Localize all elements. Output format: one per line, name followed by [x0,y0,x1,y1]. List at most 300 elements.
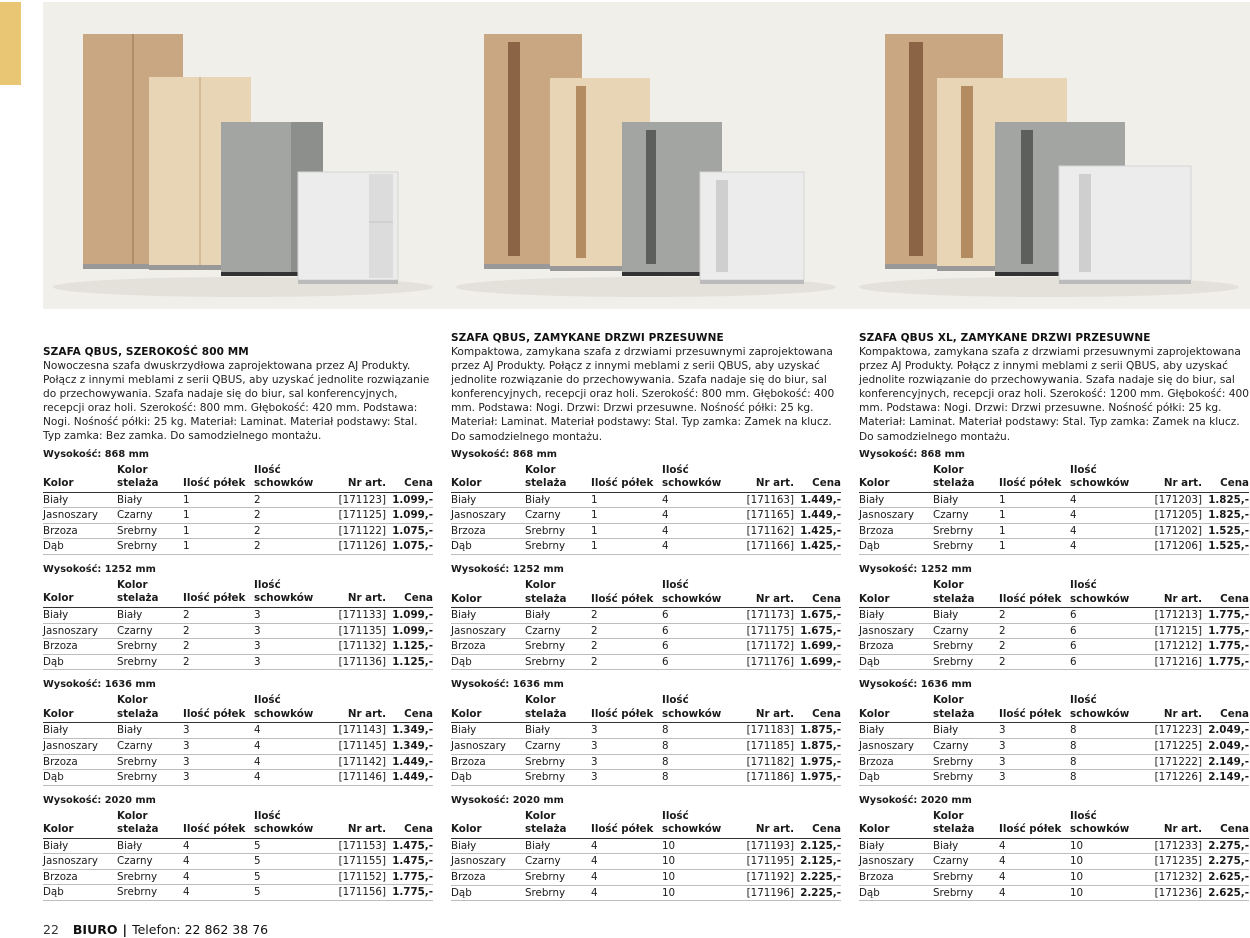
cell-kolor-stelaza: Czarny [525,623,591,639]
cell-nr-art: [171125] [328,508,386,524]
product-title: SZAFA QBUS XL, ZAMYKANE DRZWI PRZESUWNE [859,332,1151,344]
height-variant-block [451,678,843,785]
cell-nr-art: [171152] [328,869,386,885]
cell-ilosc-schowkow: 4 [662,539,736,555]
cell-ilosc-polek: 1 [999,539,1070,555]
cell-nr-art: [171136] [328,654,386,670]
cell-nr-art: [171222] [1144,754,1202,770]
col-header-cena: Cena [794,464,841,493]
cell-ilosc-schowkow: 10 [662,854,736,870]
table-row [859,639,1249,655]
cell-kolor-stelaza: Srebrny [933,639,999,655]
cell-nr-art: [171146] [328,770,386,786]
col-header-nr-art: Nr art. [736,694,794,723]
height-variant-block [43,678,435,785]
cell-nr-art: [171215] [1144,623,1202,639]
cell-nr-art: [171165] [736,508,794,524]
cell-nr-art: [171233] [1144,838,1202,854]
cell-ilosc-polek: 2 [999,608,1070,624]
page-footer [43,922,268,938]
table-row [859,869,1249,885]
cell-kolor-stelaza: Czarny [525,508,591,524]
height-variant-block [451,794,843,901]
cell-ilosc-schowkow: 6 [662,623,736,639]
cell-cena: 1.425,- [794,523,841,539]
table-row [451,608,841,624]
cell-kolor-stelaza: Srebrny [117,770,183,786]
cell-ilosc-polek: 4 [183,854,254,870]
cell-nr-art: [171195] [736,854,794,870]
col-header-cena: Cena [794,694,841,723]
cell-ilosc-schowkow: 8 [1070,754,1144,770]
cell-cena: 1.099,- [386,607,433,623]
cell-kolor: Brzoza [43,869,117,885]
cell-kolor: Brzoza [859,869,933,885]
cell-nr-art: [171176] [736,654,794,670]
col-header-ilosc-schowkow: Ilość schowków [254,579,328,608]
cell-ilosc-schowkow: 5 [254,854,328,870]
cell-nr-art: [171153] [328,838,386,854]
col-header-ilosc-polek: Ilość półek [183,810,254,839]
col-header-ilosc-polek: Ilość półek [183,464,254,493]
cell-ilosc-schowkow: 6 [1070,654,1144,670]
cell-kolor: Brzoza [451,869,525,885]
height-label: Wysokość: 868 mm [859,448,965,460]
cell-ilosc-schowkow: 3 [254,654,328,670]
cell-cena: 1.775,- [386,885,433,901]
cell-ilosc-polek: 1 [999,492,1070,508]
cell-nr-art: [171183] [736,723,794,739]
table-row [859,492,1249,508]
cell-cena: 1.525,- [1202,523,1249,539]
cell-nr-art: [171133] [328,607,386,623]
cell-cena: 1.349,- [386,723,433,739]
height-variant-block [859,448,1250,555]
height-variant-block [451,448,843,555]
spec-table [859,694,1249,785]
cell-ilosc-schowkow: 4 [1070,539,1144,555]
cell-kolor: Biały [43,838,117,854]
cell-ilosc-schowkow: 5 [254,869,328,885]
phone-number: Telefon: 22 862 38 76 [132,922,269,937]
cell-kolor: Jasnoszary [43,738,117,754]
product-column-qbus-800 [43,345,435,909]
cell-nr-art: [171193] [736,838,794,854]
cell-ilosc-schowkow: 4 [254,723,328,739]
cell-ilosc-polek: 4 [183,838,254,854]
col-header-kolor-stelaza: Kolor stelaża [117,464,183,493]
height-variant-block [43,563,435,670]
cell-kolor-stelaza: Czarny [117,623,183,639]
cell-kolor-stelaza: Czarny [117,854,183,870]
page-number: 22 [43,922,59,937]
cell-kolor: Dąb [43,654,117,670]
table-row [451,854,841,870]
spec-table [43,464,433,555]
cell-cena: 2.225,- [794,869,841,885]
cell-kolor-stelaza: Srebrny [933,754,999,770]
cell-kolor-stelaza: Srebrny [117,869,183,885]
cell-ilosc-schowkow: 8 [662,770,736,786]
col-header-kolor-stelaza: Kolor stelaża [117,694,183,723]
cell-cena: 1.775,- [1202,623,1249,639]
cell-kolor-stelaza: Czarny [117,738,183,754]
cell-cena: 2.125,- [794,854,841,870]
cell-nr-art: [171122] [328,523,386,539]
cell-ilosc-schowkow: 8 [662,723,736,739]
col-header-nr-art: Nr art. [1144,464,1202,493]
col-header-kolor-stelaza: Kolor stelaża [933,694,999,723]
height-label: Wysokość: 1252 mm [43,563,156,575]
cell-kolor-stelaza: Biały [933,608,999,624]
cell-ilosc-schowkow: 6 [662,639,736,655]
cell-kolor: Dąb [43,770,117,786]
table-row [43,854,433,870]
cell-ilosc-schowkow: 2 [254,523,328,539]
cell-ilosc-polek: 2 [591,654,662,670]
cell-kolor-stelaza: Srebrny [933,869,999,885]
cell-ilosc-schowkow: 4 [1070,508,1144,524]
cell-kolor: Jasnoszary [451,508,525,524]
cell-ilosc-schowkow: 5 [254,885,328,901]
cell-kolor: Jasnoszary [859,508,933,524]
cell-ilosc-schowkow: 8 [1070,739,1144,755]
cell-kolor-stelaza: Czarny [933,854,999,870]
table-row [859,508,1249,524]
product-column-qbus-xl-sliding [859,331,1250,909]
table-row [859,654,1249,670]
cell-cena: 2.275,- [1202,838,1249,854]
cell-kolor: Biały [43,723,117,739]
product-photo-cabinets-sliding [446,2,849,309]
table-row [43,523,433,539]
col-header-kolor-stelaza: Kolor stelaża [525,464,591,493]
cell-ilosc-polek: 2 [999,654,1070,670]
table-row [43,723,433,739]
cell-kolor: Dąb [451,539,525,555]
col-header-ilosc-polek: Ilość półek [591,464,662,493]
table-row [43,885,433,901]
cell-cena: 1.125,- [386,654,433,670]
col-header-ilosc-polek: Ilość półek [183,694,254,723]
col-header-kolor: Kolor [859,464,933,493]
cell-cena: 1.975,- [794,754,841,770]
cell-kolor-stelaza: Biały [117,607,183,623]
cell-kolor-stelaza: Czarny [933,623,999,639]
height-label: Wysokość: 2020 mm [43,794,156,806]
cell-cena: 2.225,- [794,885,841,901]
cell-kolor-stelaza: Srebrny [933,539,999,555]
product-column-qbus-sliding [451,331,843,909]
table-row [451,492,841,508]
cell-cena: 2.049,- [1202,739,1249,755]
cell-kolor-stelaza: Biały [933,838,999,854]
cell-cena: 1.099,- [386,623,433,639]
cell-ilosc-polek: 1 [183,492,254,508]
table-row [451,838,841,854]
cell-cena: 1.825,- [1202,492,1249,508]
cell-ilosc-polek: 4 [999,854,1070,870]
cell-ilosc-schowkow: 10 [662,838,736,854]
cell-ilosc-polek: 1 [591,523,662,539]
height-label: Wysokość: 1636 mm [451,679,564,691]
cell-kolor-stelaza: Czarny [117,508,183,524]
cell-kolor: Jasnoszary [43,508,117,524]
cell-nr-art: [171203] [1144,492,1202,508]
spec-table [451,810,841,901]
cell-cena: 1.525,- [1202,539,1249,555]
cell-ilosc-polek: 3 [591,754,662,770]
cell-nr-art: [171186] [736,770,794,786]
col-header-ilosc-schowkow: Ilość schowków [254,810,328,839]
cell-cena: 1.825,- [1202,508,1249,524]
cell-ilosc-schowkow: 8 [662,739,736,755]
cell-cena: 2.625,- [1202,885,1249,901]
table-row [43,654,433,670]
cell-nr-art: [171223] [1144,723,1202,739]
cell-kolor: Brzoza [859,639,933,655]
product-title: SZAFA QBUS, ZAMYKANE DRZWI PRZESUWNE [451,332,724,344]
cell-ilosc-schowkow: 6 [662,654,736,670]
table-row [859,723,1249,739]
cell-kolor: Brzoza [43,754,117,770]
cell-nr-art: [171135] [328,623,386,639]
cell-kolor: Brzoza [451,523,525,539]
col-header-ilosc-schowkow: Ilość schowków [662,464,736,493]
cell-ilosc-schowkow: 4 [662,508,736,524]
cell-kolor: Dąb [451,654,525,670]
table-row [43,639,433,655]
cell-nr-art: [171212] [1144,639,1202,655]
cell-ilosc-polek: 2 [183,639,254,655]
table-row [43,623,433,639]
col-header-ilosc-schowkow: Ilość schowków [254,464,328,493]
cell-kolor: Dąb [859,654,933,670]
col-header-ilosc-schowkow: Ilość schowków [662,579,736,608]
cell-cena: 2.275,- [1202,854,1249,870]
col-header-kolor-stelaza: Kolor stelaża [525,694,591,723]
cell-kolor-stelaza: Srebrny [525,754,591,770]
col-header-kolor-stelaza: Kolor stelaża [933,579,999,608]
cell-nr-art: [171226] [1144,770,1202,786]
cell-nr-art: [171156] [328,885,386,901]
col-header-nr-art: Nr art. [328,464,386,493]
cell-ilosc-schowkow: 4 [254,754,328,770]
cell-nr-art: [171202] [1144,523,1202,539]
col-header-ilosc-schowkow: Ilość schowków [662,810,736,839]
cell-cena: 1.675,- [794,608,841,624]
cell-ilosc-schowkow: 3 [254,639,328,655]
spec-table [43,579,433,670]
cell-kolor-stelaza: Srebrny [525,885,591,901]
cell-ilosc-polek: 2 [183,654,254,670]
cell-cena: 1.125,- [386,639,433,655]
cell-kolor-stelaza: Srebrny [933,885,999,901]
cell-ilosc-polek: 3 [183,754,254,770]
col-header-cena: Cena [1202,694,1249,723]
cell-nr-art: [171123] [328,492,386,508]
cell-ilosc-polek: 2 [183,623,254,639]
col-header-cena: Cena [794,810,841,839]
table-row [43,869,433,885]
cell-kolor-stelaza: Biały [117,492,183,508]
col-header-cena: Cena [1202,464,1249,493]
height-variant-block [43,448,435,555]
cell-ilosc-polek: 2 [183,607,254,623]
cell-kolor: Biały [859,723,933,739]
cell-kolor: Jasnoszary [451,739,525,755]
table-row [43,492,433,508]
col-header-ilosc-polek: Ilość półek [183,579,254,608]
height-label: Wysokość: 1252 mm [859,564,972,576]
cell-kolor: Dąb [859,885,933,901]
cell-nr-art: [171143] [328,723,386,739]
cell-kolor-stelaza: Biały [525,492,591,508]
cell-ilosc-schowkow: 10 [1070,885,1144,901]
cell-kolor-stelaza: Srebrny [525,654,591,670]
spec-table [43,810,433,901]
height-label: Wysokość: 1636 mm [43,679,156,691]
cell-kolor: Jasnoszary [451,623,525,639]
cell-cena: 2.149,- [1202,770,1249,786]
cell-ilosc-polek: 1 [183,523,254,539]
cell-kolor: Jasnoszary [859,623,933,639]
cell-ilosc-polek: 1 [591,539,662,555]
cell-nr-art: [171163] [736,492,794,508]
cell-kolor-stelaza: Srebrny [117,885,183,901]
cell-cena: 1.699,- [794,654,841,670]
cell-kolor: Jasnoszary [43,623,117,639]
cell-nr-art: [171166] [736,539,794,555]
cell-kolor: Dąb [859,539,933,555]
cell-ilosc-schowkow: 8 [662,754,736,770]
cell-kolor: Biały [451,492,525,508]
cell-kolor: Brzoza [859,523,933,539]
cell-kolor: Jasnoszary [451,854,525,870]
col-header-kolor: Kolor [43,579,117,608]
cell-ilosc-polek: 4 [999,838,1070,854]
col-header-kolor-stelaza: Kolor stelaża [933,464,999,493]
table-row [451,754,841,770]
col-header-kolor-stelaza: Kolor stelaża [525,810,591,839]
cell-kolor: Brzoza [43,639,117,655]
table-row [451,770,841,786]
cell-cena: 1.449,- [794,508,841,524]
col-header-nr-art: Nr art. [1144,579,1202,608]
cell-kolor: Brzoza [451,639,525,655]
table-row [859,885,1249,901]
cell-ilosc-polek: 1 [591,508,662,524]
col-header-ilosc-schowkow: Ilość schowków [254,694,328,723]
col-header-cena: Cena [386,579,433,608]
cell-ilosc-schowkow: 4 [1070,523,1144,539]
cell-kolor: Dąb [43,885,117,901]
col-header-ilosc-polek: Ilość półek [999,694,1070,723]
spec-table [859,810,1249,901]
cell-nr-art: [171132] [328,639,386,655]
col-header-nr-art: Nr art. [736,810,794,839]
cell-nr-art: [171145] [328,738,386,754]
height-label: Wysokość: 868 mm [43,448,149,460]
cell-ilosc-schowkow: 6 [1070,608,1144,624]
cell-ilosc-polek: 4 [591,869,662,885]
cell-kolor-stelaza: Biały [525,838,591,854]
cell-nr-art: [171236] [1144,885,1202,901]
cell-ilosc-polek: 2 [591,623,662,639]
cell-nr-art: [171126] [328,539,386,555]
cell-nr-art: [171235] [1144,854,1202,870]
cell-kolor: Jasnoszary [859,739,933,755]
cell-ilosc-polek: 4 [591,885,662,901]
cell-cena: 1.775,- [1202,639,1249,655]
col-header-kolor-stelaza: Kolor stelaża [525,579,591,608]
table-row [451,654,841,670]
cell-ilosc-polek: 1 [999,508,1070,524]
cell-ilosc-schowkow: 2 [254,539,328,555]
section-name: BIURO [72,922,118,937]
cell-ilosc-polek: 2 [999,639,1070,655]
table-row [859,838,1249,854]
cell-ilosc-schowkow: 3 [254,623,328,639]
cell-kolor-stelaza: Srebrny [525,770,591,786]
col-header-ilosc-polek: Ilość półek [999,464,1070,493]
cell-cena: 1.475,- [386,838,433,854]
cell-cena: 1.099,- [386,492,433,508]
cell-ilosc-polek: 3 [999,739,1070,755]
cell-nr-art: [171172] [736,639,794,655]
spec-table [451,464,841,555]
col-header-kolor: Kolor [451,464,525,493]
col-header-cena: Cena [1202,579,1249,608]
table-row [43,770,433,786]
cell-nr-art: [171192] [736,869,794,885]
cell-kolor-stelaza: Srebrny [117,523,183,539]
cell-nr-art: [171232] [1144,869,1202,885]
table-row [451,623,841,639]
cell-ilosc-polek: 4 [183,885,254,901]
cell-ilosc-schowkow: 4 [254,738,328,754]
cell-ilosc-schowkow: 8 [1070,770,1144,786]
height-variant-block [43,794,435,901]
table-row [451,723,841,739]
cell-kolor: Jasnoszary [859,854,933,870]
col-header-kolor-stelaza: Kolor stelaża [933,810,999,839]
cell-cena: 1.675,- [794,623,841,639]
table-row [43,754,433,770]
cell-kolor: Biały [859,492,933,508]
cell-kolor: Biały [43,492,117,508]
cell-ilosc-polek: 2 [999,623,1070,639]
product-description: Kompaktowa, zamykana szafa z drzwiami przesuwnymi zaprojektowana przez AJ Produkty. Połącz z innymi meblami z serii QBUS, aby uzyskać jednolite rozwiązanie do przechowywania. Szafa nadaje się do biur, sal konferencyjnych, recepcji oraz holi. Szerokość: 1200 mm. Głębokość: 400 mm. Podstawa: Nogi. Drzwi: Drzwi przesuwne. Nośność półki: 25 kg. Materiał: Laminat. Materiał podstawy: Stal. Typ zamka: Zamek na klucz. Do samodzielnego montażu. [859,346,1250,443]
cell-ilosc-schowkow: 2 [254,508,328,524]
cell-ilosc-polek: 3 [591,723,662,739]
cell-ilosc-polek: 4 [999,869,1070,885]
cell-nr-art: [171173] [736,608,794,624]
cell-kolor: Brzoza [43,523,117,539]
col-header-kolor: Kolor [451,579,525,608]
cell-cena: 1.775,- [1202,654,1249,670]
cell-cena: 1.449,- [386,770,433,786]
cell-kolor-stelaza: Srebrny [117,754,183,770]
table-row [43,738,433,754]
table-row [451,885,841,901]
cell-nr-art: [171216] [1144,654,1202,670]
cell-kolor-stelaza: Srebrny [933,523,999,539]
table-row [451,869,841,885]
col-header-kolor: Kolor [43,464,117,493]
col-header-ilosc-schowkow: Ilość schowków [1070,694,1144,723]
cell-nr-art: [171196] [736,885,794,901]
